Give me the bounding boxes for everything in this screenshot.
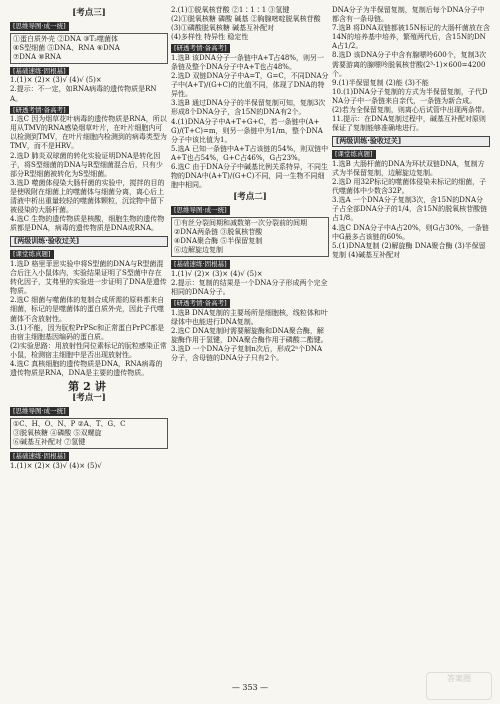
answer-paragraph: 2.选D 肺炎双球菌的转化实验证明DNA是转化因子，将S型细菌的DNA与R型细菌混合后，只有少部分R型细菌被转化为S型细菌。 (10, 151, 163, 178)
research-heading: [研透考情·备高考] (10, 106, 69, 115)
answer-line: (2)①脱氧核糖 磷酸 碱基 ②胸腺嘧啶脱氧核苷酸 (171, 15, 321, 24)
basic-practice-heading: [基础速练·固根基] (171, 260, 230, 269)
mindmap-line: ⑥边解旋边复制 (174, 246, 223, 255)
answer-paragraph: 2.选D 用32P标记的噬菌体侵染未标记的细菌，子代噬菌体中少数含32P。 (332, 178, 487, 196)
column-middle (171, 6, 329, 674)
answer-paragraph: 3.选B 通过DNA分子的半保留复制可知，复制3次形成8个DNA分子，含15N的DNA有2个。 (171, 99, 326, 117)
lecture-title: 第2讲 (68, 380, 110, 394)
mindmap-line: ①C、H、O、N、P ②A、T、G、C (13, 419, 126, 428)
answer-line: (4)多样性 特异性 稳定性 (171, 33, 249, 42)
mindmap-line: ①有丝分裂间期和减数第一次分裂前的间期 (174, 218, 307, 227)
answer-paragraph: 4.选C DNA分子中A占20%，则G占30%，一条链中G最多占该链的60%。 (332, 223, 489, 241)
answer-paragraph: 1.选C 因为烟草花叶病毒的遗传物质是RNA，所以用从TMV的RNA感染烟草叶片，在叶片细胞内可以检测到TMV，在叶片细胞内检测到的病毒类型为TMV，而不是HRV。 (10, 115, 167, 151)
research-heading: [研透考情·备高考] (171, 299, 230, 308)
mindmap-heading: [思维导图·成一统] (10, 22, 69, 31)
watermark-logo (426, 672, 492, 700)
answer-paragraph: 10.(1)DNA分子复制的方式为半保留复制，子代DNA分子中一条链来自亲代，一条链为新合成。 (332, 87, 488, 105)
answer-paragraph: 3.选D 一个DNA分子复制n次后，形成2ⁿ个DNA分子，含母链的DNA分子只有2个。 (171, 344, 323, 362)
answer-paragraph: 5.(1)DNA复制 (2)解旋酶 DNA聚合酶 (3)半保留复制 (4)碱基互补配对 (332, 241, 486, 259)
answer-paragraph: 4.(1)DNA分子中A+T+G+C，若一条链中(A+G)/(T+C)=m，则另一条链中为1/m，整个DNA分子中该比值为1。 (171, 117, 323, 144)
answer-paragraph: (2)若为全保留复制，则离心后试管中出现两条带。 (332, 106, 489, 115)
answer-line: 1.(1)× (2)× (3)√ (4)× (5)√ (10, 461, 102, 470)
page-number: — 353 — (231, 683, 269, 692)
basic-practice-heading: [基础速练·固根基] (10, 452, 69, 461)
answer-paragraph: 6.选C 由于DNA分子中碱基比例关系特异，不同生物的DNA中(A+T)/(G+C)不同，同一生物不同细胞中相同。 (171, 163, 329, 190)
answer-line: 1.(1)× (2)× (3)√ (4)√ (5)× (10, 76, 102, 85)
answer-paragraph: 2.选C 细菌与噬菌体的复制合成所需的原料都来自细菌，标记的是噬菌体的蛋白质外壳，因此子代噬菌体不含放射性。 (10, 296, 165, 323)
answer-paragraph: 3.(1)不能，因为朊粒PrPSc和正常蛋白PrPC都是由宿主细胞基因编码的蛋白质。 (10, 323, 165, 341)
two-level-training-bar: [两级训练·验收过关] (10, 236, 168, 247)
answer-paragraph: 1.选B 该DNA分子一条链中A+T占48%，则另一条链及整个DNA分子中A+T也占48%。 (171, 53, 324, 71)
mindmap-box (171, 217, 329, 257)
mindmap-line: ④DNA聚合酶 ⑤半保留复制 (174, 237, 263, 246)
answer-line: 2.(1)①脱氧核苷酸 ②1∶1∶1 ③氢键 (171, 6, 290, 14)
answer-line: 1.(1)√ (2)× (3)× (4)√ (5)× (171, 269, 263, 278)
answer-paragraph: 5.选A 已知一条链中A+T占该链的54%，则双链中A+T也占54%，G+C占46%，G占23%。 (171, 144, 329, 162)
watermark-text: 答案圈 (447, 674, 471, 683)
mindmap-line: ①蛋白质外壳 ②DNA ③T₂噬菌体 (13, 34, 118, 43)
column-right (332, 6, 490, 674)
mindmap-heading: [思维导图·成一统] (171, 206, 230, 215)
class-practice-heading: [课堂练真题] (332, 150, 376, 159)
class-practice-heading: [课堂练真题] (10, 250, 54, 259)
section-title-kaodian3: [考点三] (72, 8, 106, 18)
answer-paragraph: 3.选A 一个DNA分子复制3次，含15N的DNA分子占全部DNA分子的1/4，含15N的脱氧核苷酸链占1/8。 (332, 196, 488, 223)
answer-paragraph: DNA分子为半保留复制，复制后每个DNA分子中都含有一条母链。 (332, 6, 485, 24)
answer-paragraph: 11.提示：在DNA复制过程中，碱基互补配对原则保证了复制能够准确地进行。 (332, 115, 486, 133)
column-left (10, 6, 168, 674)
answer-paragraph: 8.选D 该DNA分子中含有腺嘌呤600个，复制3次需要游离的腺嘌呤脱氧核苷酸(2³-1)×600=4200个。 (332, 51, 487, 78)
mindmap-line: ④S型细菌 ⑤DNA、RNA ⑥DNA (13, 43, 120, 52)
answer-line: (3)①磷酸脱氧核糖 碱基互补配对 (171, 24, 275, 33)
mindmap-line: ⑦DNA ⑧RNA (13, 52, 62, 61)
mindmap-line: ②DNA两条链 ③脱氧核苷酸 (174, 227, 263, 236)
mindmap-line: ③脱氧核糖 ④磷酸 ⑤双螺旋 (13, 428, 102, 437)
mindmap-box (10, 33, 168, 64)
answer-line: 2.提示：不一定，如RNA病毒的遗传物质是RNA。 (10, 85, 157, 103)
answer-paragraph: 1.选D 格里菲思实验中将S型菌的DNA与R型菌混合后注入小鼠体内，实验结果证明了S型菌中存在转化因子，艾弗里的实验进一步证明了DNA是遗传物质。 (10, 259, 167, 296)
answer-paragraph: 4.选C 真核细胞的遗传物质是DNA，RNA病毒的遗传物质是RNA，DNA是主要的遗传物质。 (10, 360, 163, 378)
section-title-kaodian2: [考点二] (233, 192, 267, 203)
mindmap-box (10, 418, 168, 449)
mindmap-line: ⑥碱基互补配对 ⑦氢键 (13, 438, 86, 447)
answer-paragraph: (2)实验思路：用放射性同位素标记的朊粒感染正常小鼠，检测宿主细胞中是否出现放射性。 (10, 341, 167, 359)
answer-paragraph: 4.选C 生物的遗传物质是核酸，细胞生物的遗传物质都是DNA，病毒的遗传物质是DNA或RNA。 (10, 215, 165, 233)
basic-practice-heading: [基础速练·固根基] (10, 67, 69, 76)
answer-paragraph: 1.选B 大肠杆菌的DNA为环状双链DNA，复制方式为半保留复制，边解旋边复制。 (332, 159, 485, 177)
section-title-kaodian1: [考点一] (72, 393, 106, 404)
answer-paragraph: 2.选C DNA复制时需要解旋酶和DNA聚合酶，解旋酶作用于氢键，DNA聚合酶作用于磷酸二酯键。 (171, 326, 328, 344)
answer-paragraph: 1.选B DNA复制的主要场所是细胞核，线粒体和叶绿体中也能进行DNA复制。 (171, 308, 328, 326)
answer-paragraph: 2.选D 双链DNA分子中A=T，G=C，不同DNA分子中(A+T)/(G+C)的比值不同，体现了DNA的特异性。 (171, 72, 329, 99)
two-level-training-bar: [两级训练·验收过关] (332, 136, 490, 147)
answer-paragraph: 3.选D 噬菌体侵染大肠杆菌的实验中，搅拌的目的是使吸附在细菌上的噬菌体与细菌分离，离心后上清液中析出重量较轻的噬菌体颗粒，沉淀物中留下被侵染的大肠杆菌。 (10, 178, 165, 215)
research-heading: [研透考情·备高考] (171, 44, 230, 53)
mindmap-heading: [思维导图·成一统] (10, 407, 69, 416)
answer-paragraph: 7.选B 将DNA双链都被15N标记的大肠杆菌放在含14N的培养基中培养，繁殖两代后，含15N的DNA占1/2。 (332, 24, 490, 51)
answer-paragraph: 9.(1)半保留复制 (2)能 (3)不能 (332, 78, 429, 87)
answer-line: 2.提示：复制的结果是一个DNA分子形成两个完全相同的DNA分子。 (171, 278, 328, 296)
